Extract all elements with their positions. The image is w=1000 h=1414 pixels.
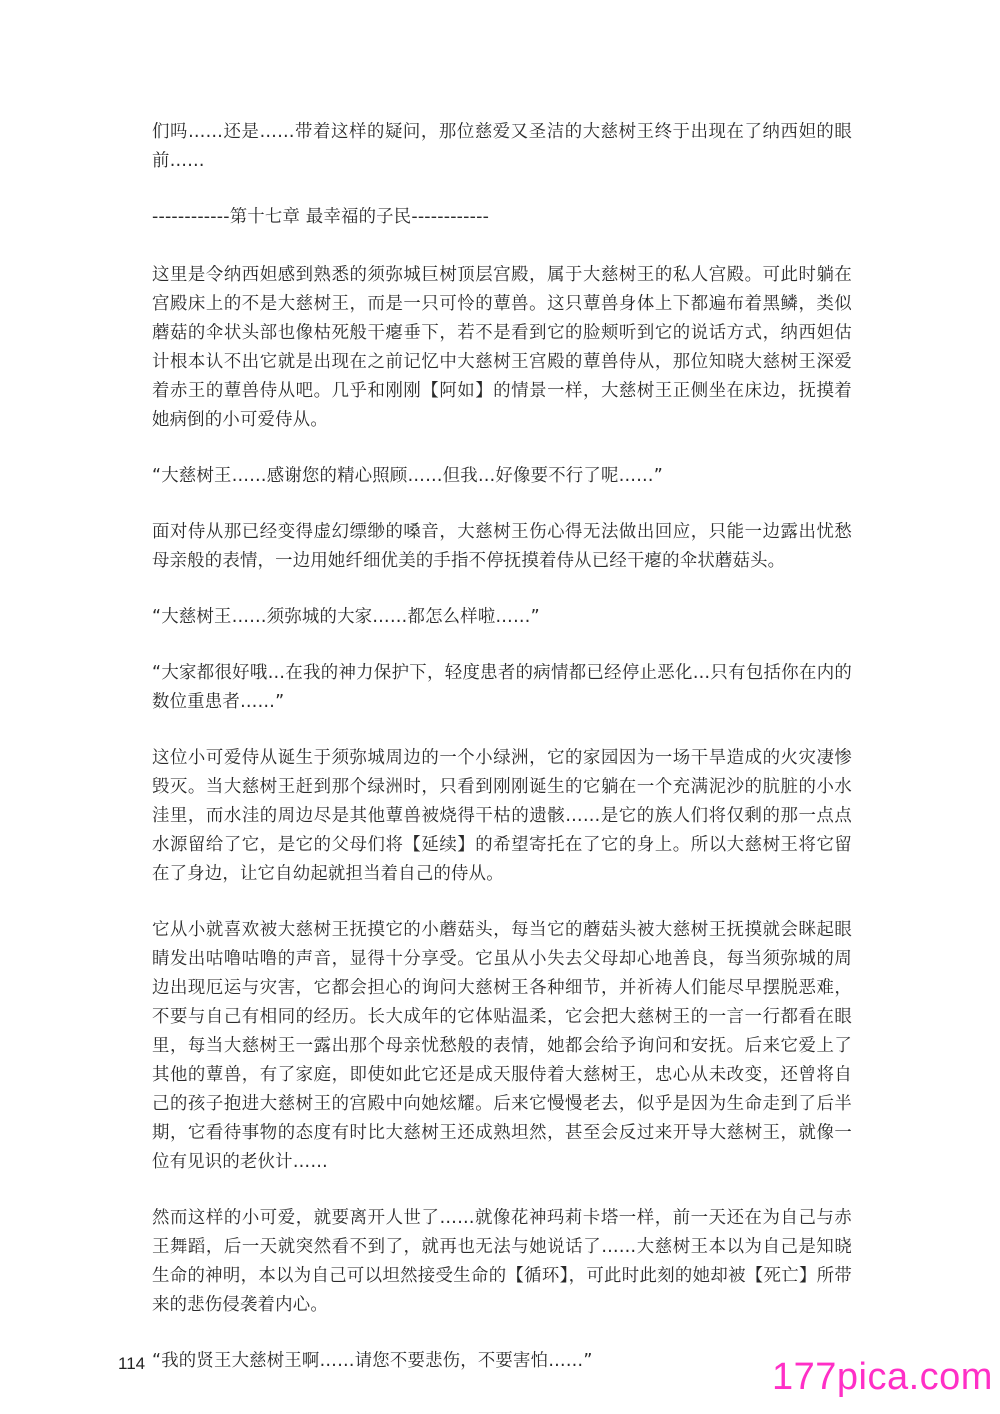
paragraph: 这里是令纳西妲感到熟悉的须弥城巨树顶层宫殿，属于大慈树王的私人宫殿。可此时躺在宫殿床上的不是大慈树王，而是一只可怜的蕈兽。这只蕈兽身体上下都遍布着黑鳞，类似蘑菇的伞状头部也像枯死般干瘪垂下，若不是看到它的脸颊听到它的说话方式，纳西妲估计根本认不出它就是出现在之前记忆中大慈树王宫殿的蕈兽侍从，那位知晓大慈树王深爱着赤王的蕈兽侍从吧。几乎和刚刚【阿如】的情景一样，大慈树王正侧坐在床边，抚摸着她病倒的小可爱侍从。 (152, 265, 852, 430)
paragraph: 它从小就喜欢被大慈树王抚摸它的小蘑菇头，每当它的蘑菇头被大慈树王抚摸就会眯起眼睛发出咕噜咕噜的声音，显得十分享受。它虽从小失去父母却心地善良，每当须弥城的周边出现厄运与灾害，它都会担心的询问大慈树王各种细节，并祈祷人们能尽早摆脱恶难，不要与自己有相同的经历。长大成年的它体贴温柔，它会把大慈树王的一言一行都看在眼里，每当大慈树王一露出那个母亲忧愁般的表情，她都会给予询问和安抚。后来它爱上了其他的蕈兽，有了家庭，即使如此它还是成天服侍着大慈树王，忠心从未改变，还曾将自己的孩子抱进大慈树王的宫殿中向她炫耀。后来它慢慢老去，似乎是因为生命走到了后半期，它看待事物的态度有时比大慈树王还成熟坦然，甚至会反过来开导大慈树王，就像一位有见识的老伙计…… (152, 920, 852, 1172)
paragraph: 然而这样的小可爱，就要离开人世了……就像花神玛莉卡塔一样，前一天还在为自己与赤王舞蹈，后一天就突然看不到了，就再也无法与她说话了……大慈树王本以为自己是知晓生命的神明，本以为自己可以坦然接受生命的【循环】，可此时此刻的她却被【死亡】所带来的悲伤侵袭着内心。 (152, 1208, 852, 1315)
chapter-heading: ------------第十七章 最幸福的子民------------ (152, 207, 490, 227)
paragraph-intro: 们吗……还是……带着这样的疑问，那位慈爱又圣洁的大慈树王终于出现在了纳西妲的眼前…… (152, 122, 852, 171)
dialogue-line: “我的贤王大慈树王啊……请您不要悲伤，不要害怕……” (152, 1351, 593, 1371)
watermark: 177pica.com (772, 1356, 993, 1398)
dialogue-line: “大慈树王……感谢您的精心照顾……但我…好像要不行了呢……” (152, 466, 663, 486)
dialogue-line: “大慈树王……须弥城的大家……都怎么样啦……” (152, 607, 540, 627)
page-number: 114 (118, 1354, 146, 1373)
paragraph: 面对侍从那已经变得虚幻缥缈的嗓音，大慈树王伤心得无法做出回应，只能一边露出忧愁母亲般的表情，一边用她纤细优美的手指不停抚摸着侍从已经干瘪的伞状蘑菇头。 (152, 522, 852, 571)
page-body (152, 118, 852, 1403)
paragraph: 这位小可爱侍从诞生于须弥城周边的一个小绿洲，它的家园因为一场干旱造成的火灾凄惨毁灭。当大慈树王赶到那个绿洲时，只看到刚刚诞生的它躺在一个充满泥沙的肮脏的小水洼里，而水洼的周边尽是其他蕈兽被烧得干枯的遗骸……是它的族人们将仅剩的那一点点水源留给了它，是它的父母们将【延续】的希望寄托在了它的身上。所以大慈树王将它留在了身边，让它自幼起就担当着自己的侍从。 (152, 748, 852, 884)
dialogue-line: “大家都很好哦…在我的神力保护下，轻度患者的病情都已经停止恶化…只有包括你在内的数位重患者……” (152, 663, 852, 712)
